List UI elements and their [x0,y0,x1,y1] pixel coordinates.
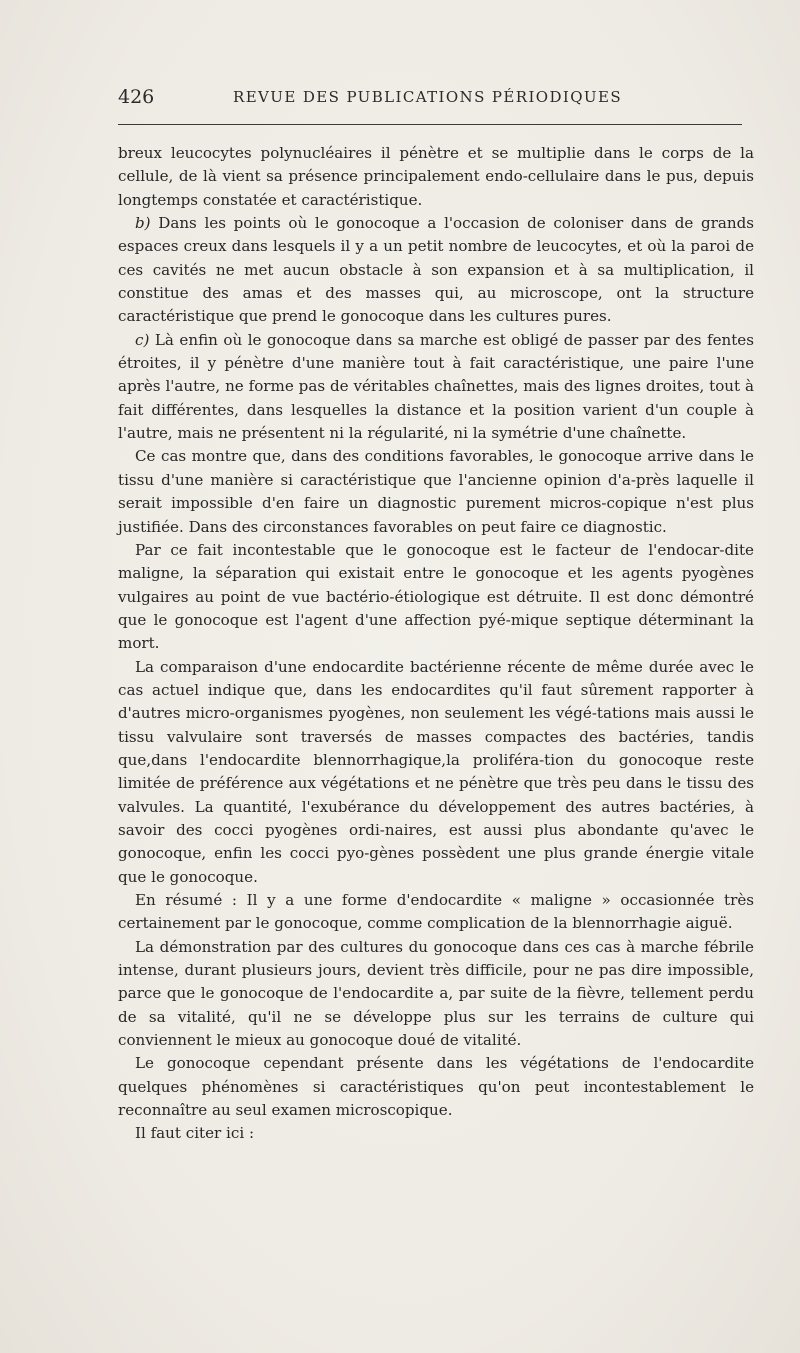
paragraph [118,936,754,1053]
list-marker: b) [135,214,151,233]
paragraph-text: Dans les points où le gonocoque a l'occasion de coloniser dans de grands espaces creux dans lesquels il y a un petit nombre de leucocytes, et où la paroi de ces cavités ne met aucun obstacle à son expansion et à sa multiplication, il constitue des amas et des masses qui, au microscope, ont la structure caractéristique que prend le gonocoque dans les cultures pures. [118,214,754,326]
paragraph-text: breux leucocytes polynucléaires il pénètre et se multiplie dans le corps de la cellule, de là vient sa présence principalement endo-cellulaire dans le pus, depuis longtemps constatée et caractéristique. [118,144,754,209]
list-marker: c) [135,330,150,349]
paragraph-text: Là enfin où le gonocoque dans sa marche est obligé de passer par des fentes étroites, il y pénètre d'une manière tout à fait caractéristique, une paire l'une après l'autre, ne forme pas de véritables chaînettes, mais des lignes droites, tout à fait différentes, dans lesquelles la distance et la position varient d'un couple à l'autre, mais ne présentent ni la régularité, ni la symétrie d'une chaînette. [118,330,754,443]
paragraph [118,445,754,538]
paragraph-text: La comparaison d'une endocardite bactérienne récente de même durée avec le cas actuel indique que, dans les endocardites qu'il faut sûrement rapporter à d'autres micro-organismes pyogènes, non seulement les végé-tations mais aussi le tissu valvulaire sont traversés de masses compactes des bactéries, tandis que,dans l'endocardite blennorrhagique,la proliféra-tion du gonocoque reste limitée de préférence aux végétations et ne pénètre que très peu dans le tissu des valvules. La quantité, l'exubérance du développement des autres bactéries, à savoir des cocci pyogènes ordi-naires, est aussi plus abondante qu'avec le gonocoque, enfin les cocci pyo-gènes possèdent une plus grande énergie vitale que le gonocoque. [118,657,754,886]
paragraph-text: Le gonocoque cependant présente dans les végétations de l'endocardite quelques phénomènes si caractéristiques qu'on peut incontestablement le reconnaître au seul examen microscopique. [118,1054,754,1120]
paragraph-text: En résumé : Il y a une forme d'endocardite « maligne » occasionnée très certainement par le gonocoque, comme complication de la blennorrhagie aiguë. [118,891,754,933]
header-rule [118,124,742,125]
paragraph [118,539,754,656]
paragraph [118,1122,754,1145]
paragraph [118,656,754,889]
paragraph-text: Par ce fait incontestable que le gonocoque est le facteur de l'endocar-dite maligne, la séparation qui existait entre le gonocoque et les agents pyogènes vulgaires au point de vue bactério-étiologique est détruite. Il est donc démontré que le gonocoque est l'agent d'une affection pyé-mique septique déterminant la mort. [118,540,754,653]
paragraph [118,212,754,329]
page-header [118,86,742,116]
paragraph-text: La démonstration par des cultures du gonocoque dans ces cas à marche fébrile intense, durant plusieurs jours, devient très difficile, pour ne pas dire impossible, parce que le gonocoque de l'endocardite a, par suite de la fièvre, tellement perdu de sa vitalité, qu'il ne se développe plus sur les terrains de culture qui conviennent le mieux au gonocoque doué de vitalité. [118,937,754,1050]
paragraph [118,142,754,212]
paragraph-text: Ce cas montre que, dans des conditions favorables, le gonocoque arrive dans le tissu d'une manière si caractéristique que l'ancienne opinion d'a-près laquelle il serait impossible d'en faire un diagnostic purement micros-copique n'est plus justifiée. Dans des circonstances favorables on peut faire ce diagnostic. [118,447,754,536]
paragraph [118,329,754,446]
page-number: 426 [118,86,155,108]
paragraph-text: Il faut citer ici : [135,1124,255,1143]
article-body [118,142,754,1146]
paragraph [118,1052,754,1122]
running-title: REVUE DES PUBLICATIONS PÉRIODIQUES [233,88,622,106]
paragraph [118,889,754,936]
